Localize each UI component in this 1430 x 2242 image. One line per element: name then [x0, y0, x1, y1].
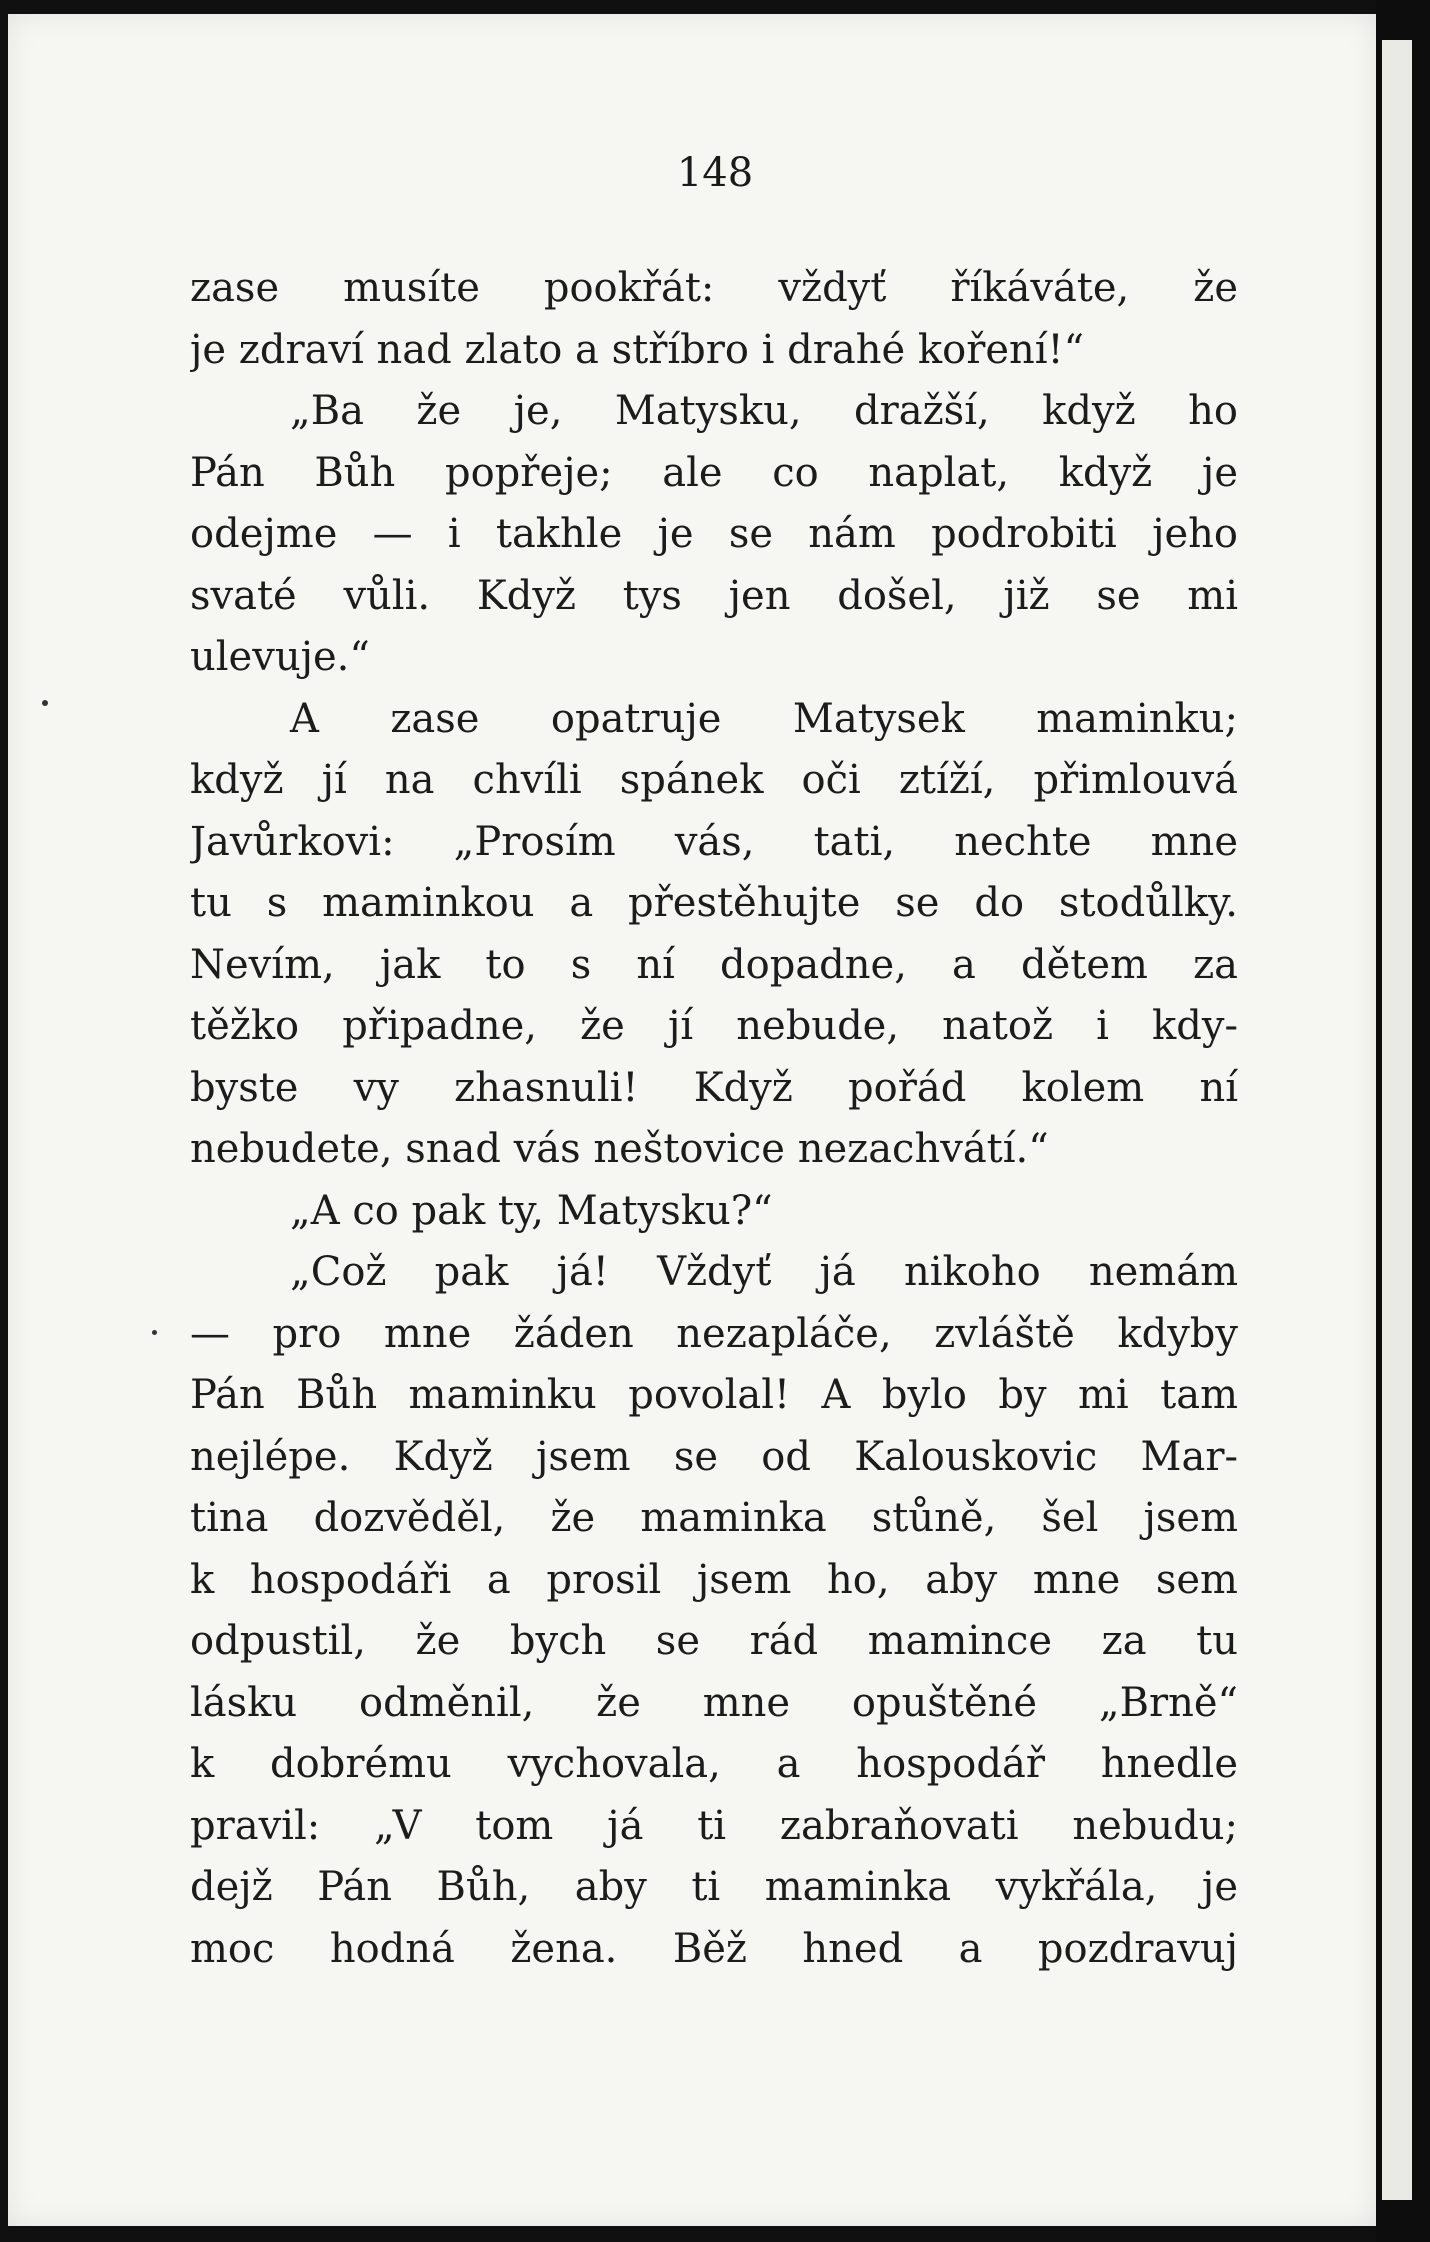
body-text: [190, 258, 1238, 1980]
text-line: tu s maminkou a přestěhujte se do stodůlky.: [190, 880, 1238, 926]
scan-speck: [42, 700, 48, 706]
text-line: k hospodáři a prosil jsem ho, aby mne sem: [190, 1556, 1238, 1603]
text-line: nebudete, snad vás neštovice nezachvátí.“: [190, 1126, 1049, 1172]
text-line: odpustil, že bych se rád mamince za tu: [190, 1618, 1238, 1664]
text-line: když jí na chvíli spánek oči ztíží, přimlouvá: [190, 757, 1238, 803]
text-line: ulevuje.“: [190, 634, 370, 680]
text-line: Pán Bůh maminku povolal! A bylo by mi tam: [190, 1372, 1238, 1418]
text-line: lásku odměnil, že mne opuštěné „Brně“: [190, 1679, 1238, 1726]
text-line: moc hodná žena. Běž hned a pozdravuj: [190, 1925, 1238, 1972]
text-line: „A co pak ty, Matysku?“: [290, 1187, 773, 1234]
text-line: — pro mne žáden nezapláče, zvláště kdyby: [190, 1310, 1238, 1357]
scan-speck: [152, 1330, 157, 1335]
text-line: Javůrkovi: „Prosím vás, tati, nechte mne: [190, 818, 1238, 865]
text-line: dejž Pán Bůh, aby ti maminka vykřála, je: [190, 1864, 1238, 1910]
text-line: k dobrému vychovala, a hospodář hnedle: [190, 1741, 1238, 1787]
text-line: „Což pak já! Vždyť já nikoho nemám: [290, 1249, 1238, 1295]
next-page-edge: [1382, 40, 1412, 2200]
text-line: nejlépe. Když jsem se od Kalouskovic Mar-: [190, 1433, 1238, 1480]
text-line: A zase opatruje Matysek maminku;: [290, 695, 1238, 742]
text-line: Pán Bůh popřeje; ale co naplat, když je: [190, 449, 1238, 496]
text-line: svaté vůli. Když tys jen došel, již se mi: [190, 572, 1238, 619]
text-line: odejme — i takhle je se nám podrobiti jeho: [190, 511, 1238, 557]
page-number: 148: [676, 150, 754, 196]
text-line: je zdraví nad zlato a stříbro i drahé koření!“: [190, 326, 1085, 373]
text-line: zase musíte pookřát: vždyť říkáváte, že: [190, 265, 1238, 311]
text-line: „Ba že je, Matysku, dražší, když ho: [290, 388, 1238, 434]
text-line: byste vy zhasnuli! Když pořád kolem ní: [190, 1064, 1238, 1111]
text-line: tina dozvěděl, že maminka stůně, šel jsem: [190, 1495, 1238, 1541]
text-line: pravil: „V tom já ti zabraňovati nebudu;: [190, 1802, 1238, 1849]
text-line: Nevím, jak to s ní dopadne, a dětem za: [190, 941, 1238, 988]
text-line: těžko připadne, že jí nebude, natož i kdy-: [190, 1003, 1238, 1049]
